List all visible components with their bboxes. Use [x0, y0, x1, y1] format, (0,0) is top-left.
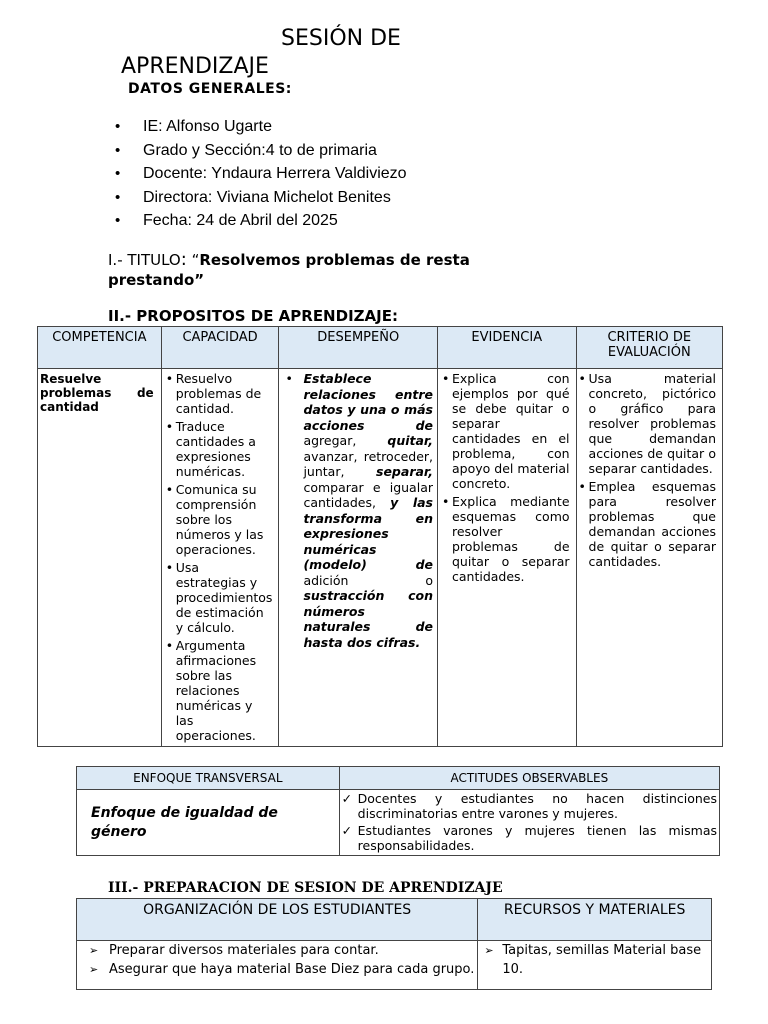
preparacion-header-row: [77, 899, 712, 941]
checkmark-icon: ✓: [341, 791, 353, 806]
propositos-row: [38, 369, 723, 747]
arrow-right-icon: ➢: [89, 963, 99, 976]
capacidad-cell: [161, 369, 279, 747]
datos-item-grado: • Grado y Sección:4 to de primaria: [115, 139, 407, 163]
preparacion-table: [76, 898, 712, 990]
enfoque-name-cell: Enfoque de igualdad de género: [77, 790, 340, 856]
preparacion-row: [77, 941, 712, 990]
list-item: ➢ Asegurar que haya material Base Diez para cada grupo.: [89, 962, 475, 977]
enfoque-row: [77, 790, 720, 856]
header-enfoque: ENFOQUE TRANSVERSAL: [77, 767, 340, 790]
desempeno-cell: • Establece relaciones entre datos y una o más acciones de agregar, quitar, avanzar, retroceder, juntar, separar, comparar e igualar cantidades, y las transforma en expresiones numéricas (modelo) de adición o sustracción con números naturales de hasta dos cifras.: [279, 369, 438, 747]
datos-item-ie: • IE: Alfonso Ugarte: [115, 115, 407, 139]
header-recursos: RECURSOS Y MATERIALES: [478, 899, 712, 941]
datos-item-directora: • Directora: Viviana Michelot Benites: [115, 186, 407, 210]
datos-item-fecha: • Fecha: 24 de Abril del 2025: [115, 209, 407, 233]
header-competencia: COMPETENCIA: [38, 327, 162, 369]
list-item: • Resuelvo problemas de cantidad.: [164, 371, 273, 416]
list-item: • Argumenta afirmaciones sobre las relaciones numéricas y las operaciones.: [164, 638, 273, 743]
header-actitudes: ACTITUDES OBSERVABLES: [339, 767, 719, 790]
checkmark-icon: ✓: [341, 823, 353, 838]
header-criterio: CRITERIO DE EVALUACIÓN: [576, 327, 722, 369]
actitudes-list: [340, 790, 719, 853]
organizacion-cell: [77, 941, 478, 990]
propositos-table: [37, 326, 723, 747]
list-item: ✓ Estudiantes varones y mujeres tienen las mismas responsabilidades.: [341, 823, 717, 853]
evidencia-list: [438, 369, 576, 584]
organizacion-list: [77, 941, 477, 979]
list-item: • Traduce cantidades a expresiones numéricas.: [164, 419, 273, 479]
datos-generales-heading: DATOS GENERALES:: [128, 81, 292, 97]
bullet-icon: •: [115, 188, 121, 206]
list-item: ✓ Docentes y estudiantes no hacen distinciones discriminatorias entre varones y mujeres.: [341, 791, 717, 821]
list-item: • Explica con ejemplos por qué se debe quitar o separar cantidades en el problema, con apoyo del material concreto.: [440, 371, 570, 491]
recursos-cell: [478, 941, 712, 990]
header-evidencia: EVIDENCIA: [438, 327, 577, 369]
enfoque-header-row: [77, 767, 720, 790]
criterio-list: [577, 369, 722, 569]
header-organizacion: ORGANIZACIÓN DE LOS ESTUDIANTES: [77, 899, 478, 941]
section-3-heading: III.- PREPARACION DE SESION DE APRENDIZAJE: [108, 880, 503, 896]
bullet-icon: •: [115, 212, 121, 230]
recursos-list: [478, 941, 711, 979]
page-title-line-1: SESIÓN DE: [281, 26, 401, 51]
evidencia-cell: [438, 369, 577, 747]
bullet-icon: •: [115, 118, 121, 135]
bullet-icon: •: [115, 141, 121, 159]
list-item: • Explica mediante esquemas como resolver problemas de quitar o separar cantidades.: [440, 494, 570, 584]
list-item: • Comunica su comprensión sobre los números y las operaciones.: [164, 482, 273, 557]
bullet-icon: •: [115, 165, 121, 183]
list-item: ➢ Tapitas, semillas Material base 10.: [484, 943, 702, 977]
actitudes-cell: [339, 790, 719, 856]
arrow-right-icon: ➢: [89, 944, 99, 957]
datos-generales-list: [115, 115, 407, 233]
enfoque-table: [76, 766, 720, 856]
section-2-heading: II.- PROPOSITOS DE APRENDIZAJE:: [108, 307, 398, 325]
datos-item-docente: • Docente: Yndaura Herrera Valdiviezo: [115, 162, 407, 186]
arrow-right-icon: ➢: [484, 944, 494, 957]
list-item: • Emplea esquemas para resolver problemas que demandan acciones de quitar o separar cantidades.: [577, 479, 716, 569]
list-item: • Usa material concreto, pictórico o gráfico para resolver problemas que demandan acciones de quitar o separar cantidades.: [577, 371, 716, 476]
propositos-header-row: [38, 327, 723, 369]
bullet-icon: •: [285, 371, 293, 386]
capacidad-list: [162, 369, 279, 743]
header-capacidad: CAPACIDAD: [161, 327, 279, 369]
list-item: • Usa estrategias y procedimientos de estimación y cálculo.: [164, 560, 273, 635]
page-title-line-2: APRENDIZAJE: [121, 54, 269, 79]
header-desempeno: DESEMPEÑO: [279, 327, 438, 369]
competencia-cell: Resuelve problemas de cantidad: [38, 369, 162, 747]
list-item: ➢ Preparar diversos materiales para contar.: [89, 943, 379, 958]
criterio-cell: [576, 369, 722, 747]
session-title: I.- TITULO: “Resolvemos problemas de resta prestando”: [108, 249, 470, 289]
